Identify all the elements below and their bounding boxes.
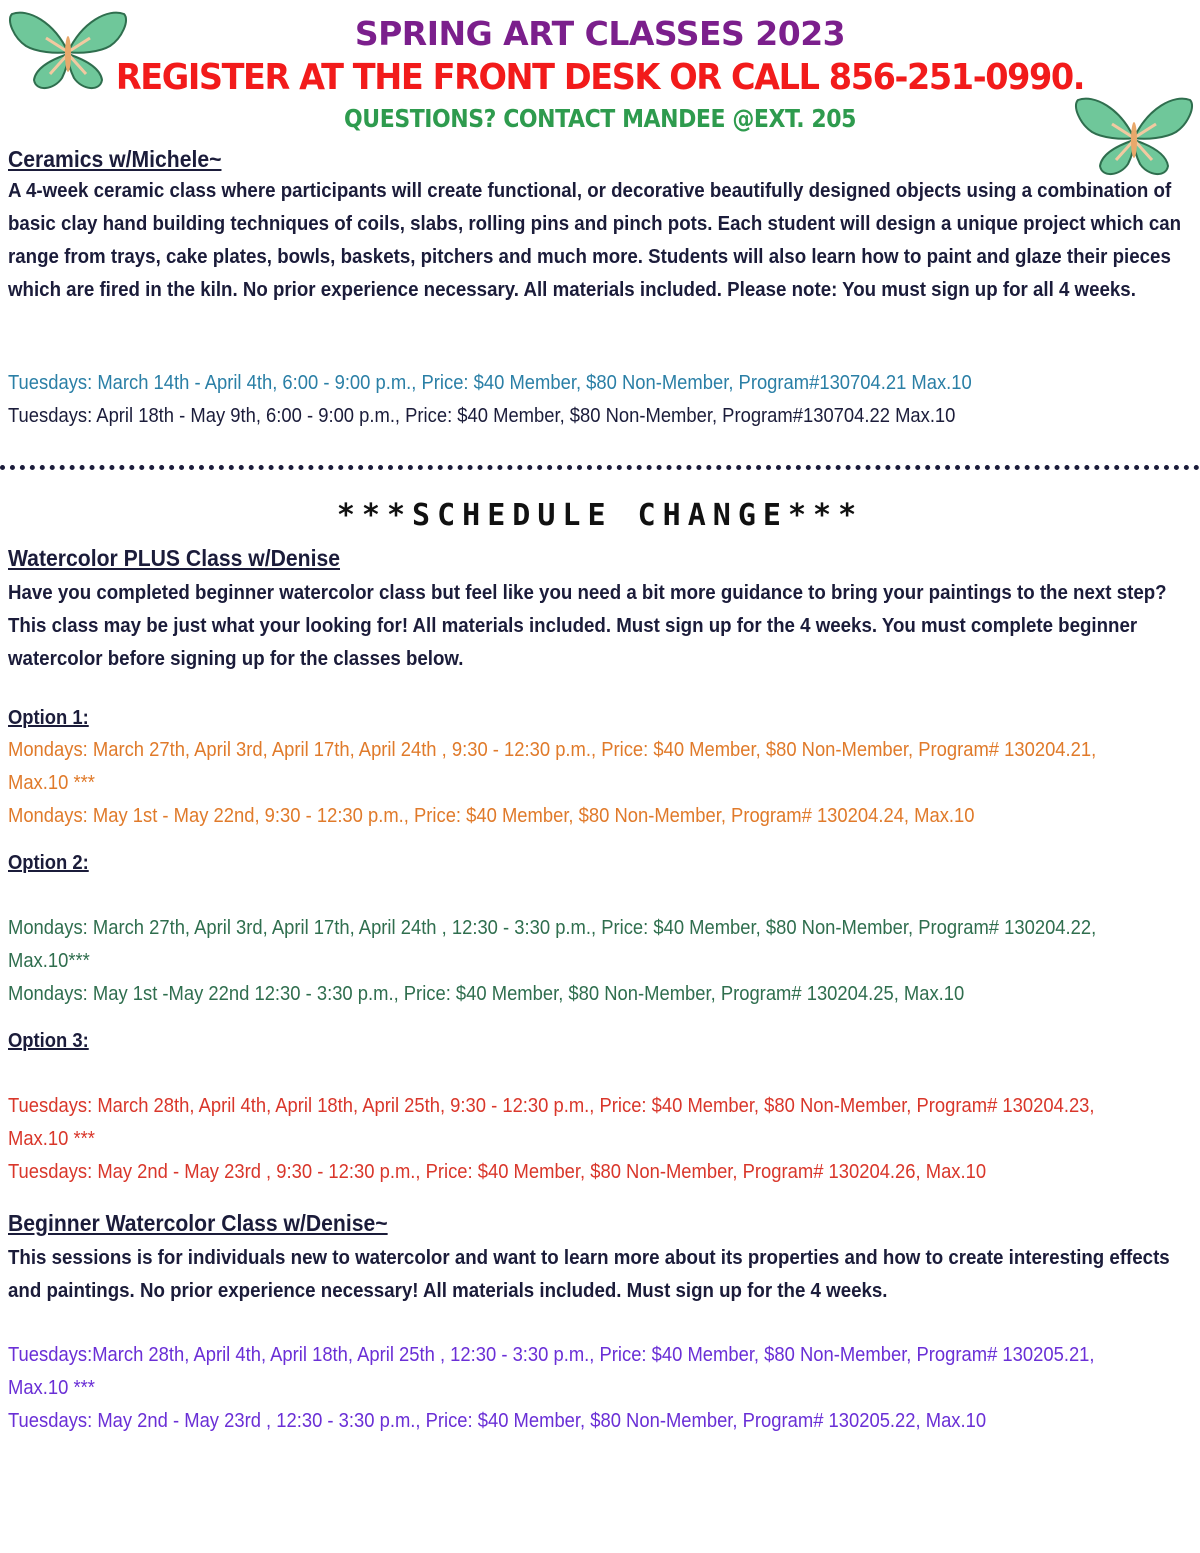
ceramics-session-2: Tuesdays: April 18th - May 9th, 6:00 - 9:00 p.m., Price: $40 Member, $80 Non-Member, Program#130704.22 Max.10 <box>8 405 956 427</box>
ceramics-session-1: Tuesdays: March 14th - April 4th, 6:00 - 9:00 p.m., Price: $40 Member, $80 Non-Member, Program#130704.21 Max.10 <box>8 372 972 394</box>
ceramics-heading: Ceramics w/Michele~ <box>8 146 222 172</box>
option-2-line-2: Mondays: May 1st -May 22nd 12:30 - 3:30 p.m., Price: $40 Member, $80 Non-Member, Program# 130204.25, Max.10 <box>8 983 965 1005</box>
watercolor-plus-heading: Watercolor PLUS Class w/Denise <box>8 545 341 571</box>
option-2-label: Option 2: <box>8 852 89 874</box>
option-1-line-2: Mondays: May 1st - May 22nd, 9:30 - 12:30 p.m., Price: $40 Member, $80 Non-Member, Program# 130204.24, Max.10 <box>8 805 975 827</box>
option-3-line-2: Tuesdays: May 2nd - May 23rd , 9:30 - 12:30 p.m., Price: $40 Member, $80 Non-Member, Program# 130204.26, Max.10 <box>8 1161 987 1183</box>
page-title: SPRING ART CLASSES 2023 <box>354 14 846 53</box>
option-2-line-1b: Max.10*** <box>8 950 90 972</box>
option-3-line-1: Tuesdays: March 28th, April 4th, April 18th, April 25th, 9:30 - 12:30 p.m., Price: $40 Member, $80 Non-Member, Program# 130204.23, <box>8 1095 1095 1117</box>
watercolor-plus-description: Have you completed beginner watercolor class but feel like you need a bit more guidance to bring your paintings to the next step? This class may be just what your looking for! All materials included. Must sign up for the 4 weeks. You must complete beginner watercolor before signing up for the classes below. <box>8 582 1167 670</box>
beginner-line-2: Tuesdays: May 2nd - May 23rd , 12:30 - 3:30 p.m., Price: $40 Member, $80 Non-Member, Program# 130205.22, Max.10 <box>8 1410 987 1432</box>
option-1-line-1b: Max.10 *** <box>8 772 95 794</box>
option-2-line-1: Mondays: March 27th, April 3rd, April 17th, April 24th , 12:30 - 3:30 p.m., Price: $40 Member, $80 Non-Member, Program# 130204.22, <box>8 917 1097 939</box>
option-3-line-1b: Max.10 *** <box>8 1128 95 1150</box>
dotted-divider <box>0 465 1200 470</box>
beginner-line-1b: Max.10 *** <box>8 1377 95 1399</box>
beginner-heading: Beginner Watercolor Class w/Denise~ <box>8 1210 388 1236</box>
option-1-line-1: Mondays: March 27th, April 3rd, April 17th, April 24th , 9:30 - 12:30 p.m., Price: $40 Member, $80 Non-Member, Program# 130204.21, <box>8 739 1097 761</box>
register-line: REGISTER AT THE FRONT DESK OR CALL 856-251-0990. <box>115 57 1085 98</box>
schedule-change-banner: ***SCHEDULE CHANGE*** <box>336 498 864 533</box>
ceramics-description: A 4-week ceramic class where participants will create functional, or decorative beautifully designed objects using a combination of basic clay hand building techniques of coils, slabs, rolling pins and pinch pots. Each student will design a unique project which can range from trays, cake plates, bowls, baskets, pitchers and much more. Students will also learn how to paint and glaze their pieces which are fired in the kiln. No prior experience necessary. All materials included. Please note: You must sign up for all 4 weeks. <box>8 180 1182 301</box>
beginner-description: This sessions is for individuals new to watercolor and want to learn more about its properties and how to create interesting effects and paintings. No prior experience necessary! All materials included. Must sign up for the 4 weeks. <box>8 1247 1170 1302</box>
option-3-label: Option 3: <box>8 1030 89 1052</box>
questions-line: QUESTIONS? CONTACT MANDEE @EXT. 205 <box>344 104 856 133</box>
beginner-line-1: Tuesdays:March 28th, April 4th, April 18th, April 25th , 12:30 - 3:30 p.m., Price: $40 Member, $80 Non-Member, Program# 130205.21, <box>8 1344 1095 1366</box>
option-1-label: Option 1: <box>8 707 89 729</box>
